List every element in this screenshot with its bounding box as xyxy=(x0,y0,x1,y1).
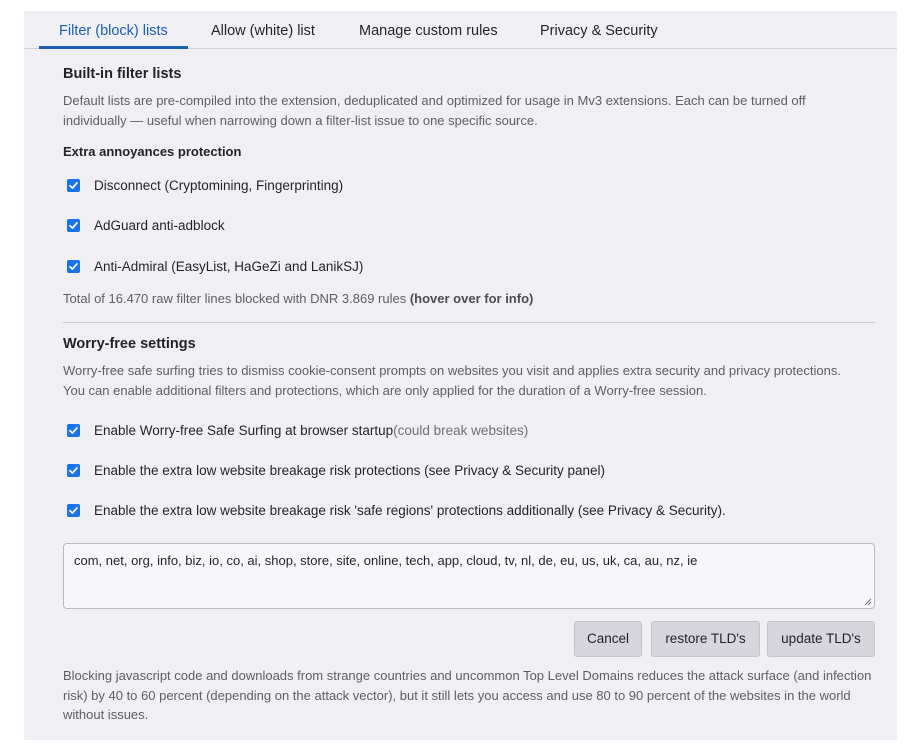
list-item-label: Disconnect (Cryptomining, Fingerprinting) xyxy=(94,177,344,193)
tab-privacy-security[interactable]: Privacy & Security xyxy=(540,23,658,39)
list-item-disconnect[interactable] xyxy=(67,175,343,195)
option-extra-protections[interactable] xyxy=(67,460,605,480)
checkbox-checked-icon[interactable] xyxy=(67,260,80,273)
checkbox-checked-icon[interactable] xyxy=(67,179,80,192)
tab-allow-list[interactable]: Allow (white) list xyxy=(211,23,315,39)
worryfree-heading: Worry-free settings xyxy=(63,336,196,352)
restore-tlds-button[interactable]: restore TLD's xyxy=(651,621,760,657)
tab-filter-lists[interactable]: Filter (block) lists xyxy=(39,11,188,49)
list-item-anti-admiral[interactable] xyxy=(67,256,363,276)
worryfree-description: Worry-free safe surfing tries to dismiss cookie-consent prompts on websites you visit and applies extra security and privacy protections. You can enable additional filters and protections, which are only applied for the duration of a Worry-free session. xyxy=(63,363,841,398)
builtin-lists-description: Default lists are pre-compiled into the extension, deduplicated and optimized for usage in Mv3 extensions. Each can be turned off individually — useful when narrowing down a filter-list issue to one specific source. xyxy=(63,93,806,128)
list-item-label: Anti-Admiral (EasyList, HaGeZi and LanikSJ) xyxy=(94,258,364,274)
settings-panel xyxy=(24,11,897,740)
update-tlds-button[interactable]: update TLD's xyxy=(767,621,875,657)
tab-custom-rules[interactable]: Manage custom rules xyxy=(359,23,498,39)
list-item-label: AdGuard anti-adblock xyxy=(94,217,225,233)
section-divider xyxy=(63,322,875,323)
tld-textarea[interactable] xyxy=(63,543,875,609)
summary-hint[interactable]: (hover over for info) xyxy=(409,291,534,306)
checkbox-checked-icon[interactable] xyxy=(67,424,80,437)
option-label: Enable the extra low website breakage risk protections (see Privacy & Security panel) xyxy=(94,462,605,478)
option-safe-regions[interactable] xyxy=(67,500,726,520)
option-label: Enable Worry-free Safe Surfing at browser startup xyxy=(94,422,394,438)
checkbox-checked-icon[interactable] xyxy=(67,219,80,232)
tab-bar xyxy=(24,11,897,49)
builtin-lists-heading: Built-in filter lists xyxy=(63,66,182,82)
option-startup[interactable] xyxy=(67,420,528,440)
rules-summary xyxy=(63,291,533,306)
checkbox-checked-icon[interactable] xyxy=(67,464,80,477)
option-label: Enable the extra low website breakage risk 'safe regions' protections additionally (see Privacy & Security). xyxy=(94,502,726,518)
annoyances-heading: Extra annoyances protection xyxy=(63,144,242,159)
summary-text: Total of 16.470 raw filter lines blocked with DNR 3.869 rules xyxy=(63,291,410,306)
tld-explanation: Blocking javascript code and downloads from strange countries and uncommon Top Level Domains reduces the attack surface (and infection risk) by 40 to 60 percent (depending on the attack vector), but it still lets you access and use 80 to 90 percent of the websites in the world without issues. xyxy=(63,668,872,722)
cancel-button[interactable]: Cancel xyxy=(574,621,642,657)
list-item-adguard[interactable] xyxy=(67,215,225,235)
tld-value: com, net, org, info, biz, io, co, ai, shop, store, site, online, tech, app, cloud, tv, nl, de, eu, us, uk, ca, au, nz, ie xyxy=(74,553,698,568)
resize-grip-icon[interactable] xyxy=(864,598,872,606)
checkbox-checked-icon[interactable] xyxy=(67,504,80,517)
option-note: (could break websites) xyxy=(393,422,529,438)
